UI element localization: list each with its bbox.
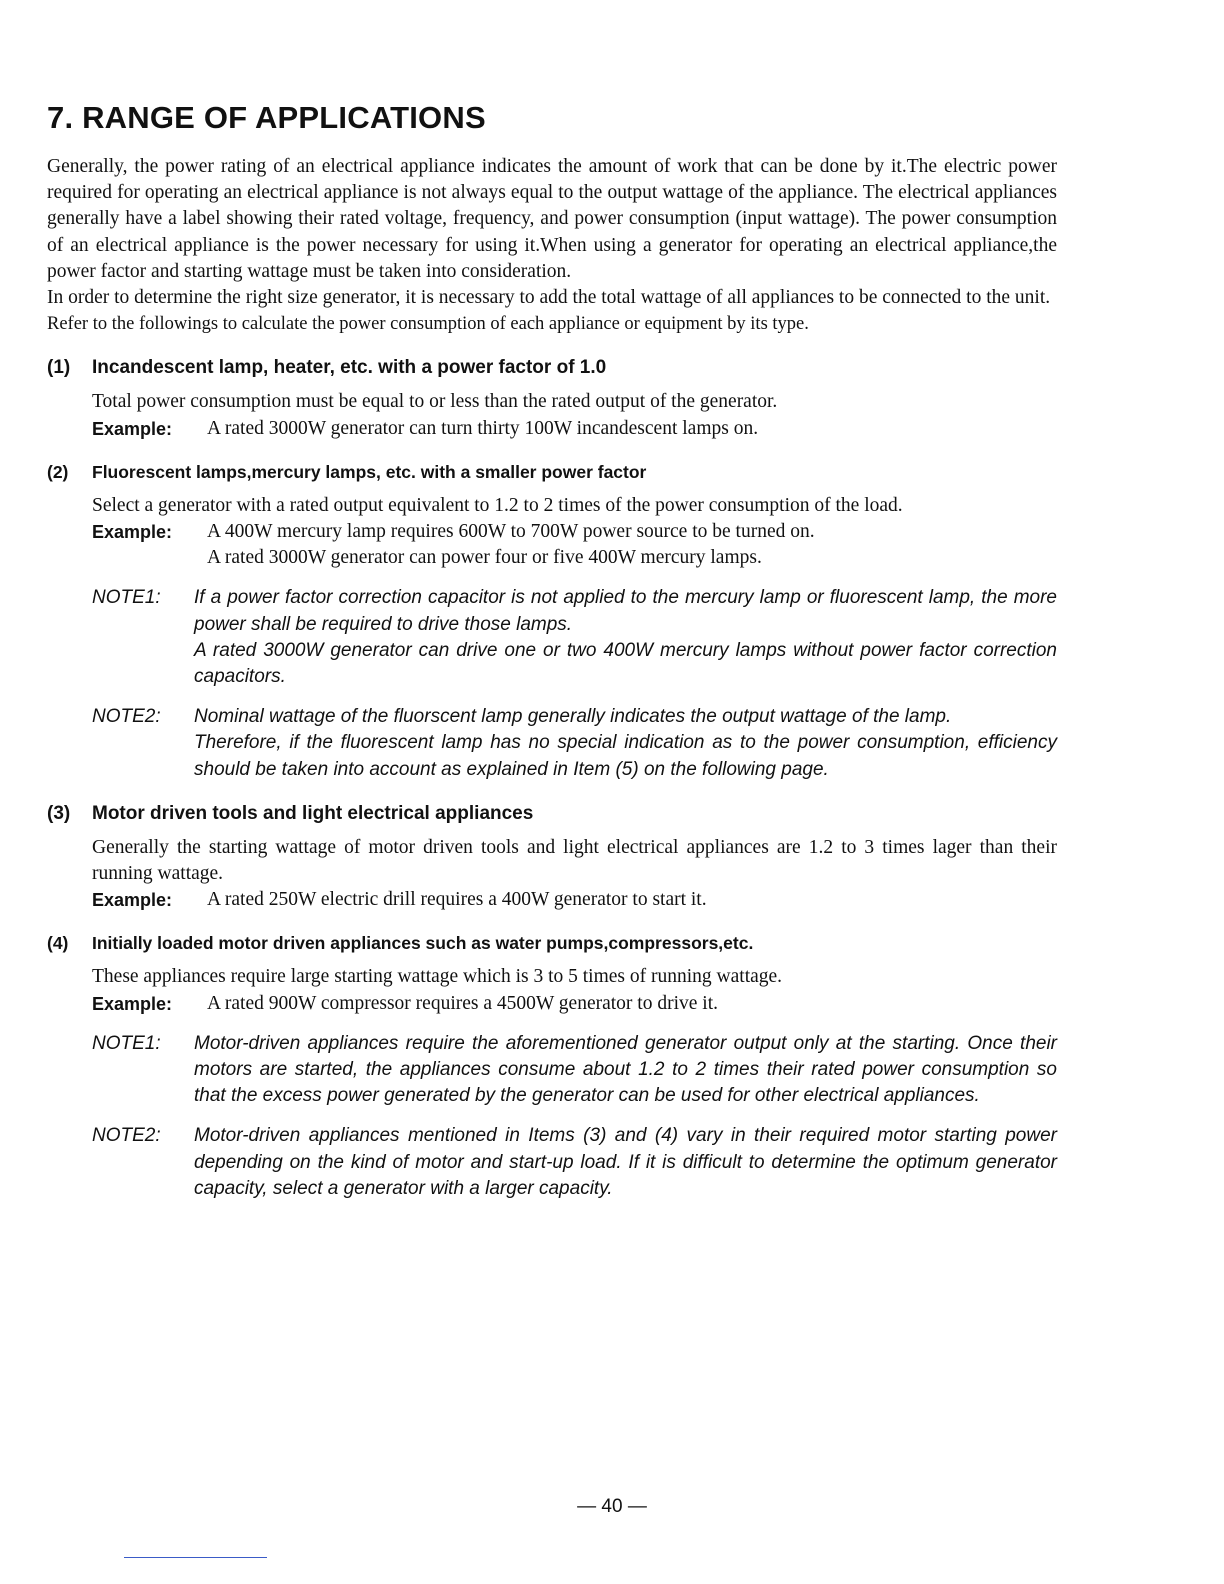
example-row — [92, 416, 1057, 442]
example-text: A rated 3000W generator can power four or five 400W mercury lamps. — [207, 547, 762, 569]
section-body: Select a generator with a rated output equivalent to 1.2 to 2 times of the power consumption of the load. — [92, 494, 903, 516]
section-body: Generally the starting wattage of motor driven tools and light electrical appliances are 1.2 to 3 times lager than their running wattage. — [92, 836, 1057, 885]
section-2 — [47, 462, 1057, 783]
section-number: (1) — [47, 357, 71, 379]
note-label: NOTE1: — [92, 1032, 161, 1054]
note-text: A rated 3000W generator can drive one or two 400W mercury lamps without power factor correction capacitors. — [194, 639, 1057, 688]
section-title: Motor driven tools and light electrical appliances — [92, 802, 534, 824]
section-heading — [47, 462, 1057, 483]
section-title: Incandescent lamp, heater, etc. with a power factor of 1.0 — [92, 357, 607, 379]
note-2 — [92, 1123, 1057, 1202]
example-label: Example: — [92, 418, 173, 439]
footer-rule — [124, 1557, 267, 1558]
section-number: (2) — [47, 461, 69, 482]
example-text: A rated 900W compressor requires a 4500W generator to drive it. — [207, 992, 718, 1014]
example-text: A rated 3000W generator can turn thirty 100W incandescent lamps on. — [207, 417, 759, 439]
page-title: 7. RANGE OF APPLICATIONS — [47, 100, 486, 135]
section-1 — [47, 357, 1057, 441]
example-text: A rated 250W electric drill requires a 400W generator to start it. — [207, 889, 707, 911]
example-label: Example: — [92, 993, 173, 1014]
example-label: Example: — [92, 890, 173, 911]
note-text: If a power factor correction capacitor is not applied to the mercury lamp or fluorescent lamp, the more power shall be required to drive those lamps. — [194, 587, 1057, 635]
note-2 — [92, 704, 1057, 783]
note-label: NOTE2: — [92, 1125, 161, 1147]
section-heading — [47, 357, 1057, 379]
note-1 — [92, 1031, 1057, 1110]
document-page — [47, 100, 1057, 1202]
page-number: — 40 — — [577, 1496, 647, 1517]
note-text: Nominal wattage of the fluorscent lamp generally indicates the output wattage of the lamp. — [194, 706, 952, 728]
section-number: (4) — [47, 933, 69, 954]
note-label: NOTE2: — [92, 706, 161, 728]
section-4 — [47, 933, 1057, 1202]
section-body: Total power consumption must be equal to or less than the rated output of the generator. — [92, 391, 778, 413]
section-title: Initially loaded motor driven appliances such as water pumps,compressors,etc. — [92, 933, 754, 954]
intro-paragraph-3: Refer to the followings to calculate the power consumption of each appliance or equipment by its type. — [47, 314, 809, 335]
example-label: Example: — [92, 522, 173, 543]
section-3 — [47, 803, 1057, 914]
example-row — [92, 887, 1057, 913]
intro-paragraph-2: In order to determine the right size generator, it is necessary to add the total wattage of all appliances to be connected to the unit. — [47, 287, 1051, 309]
section-body: These appliances require large starting wattage which is 3 to 5 times of running wattage. — [92, 966, 783, 988]
note-1 — [92, 585, 1057, 690]
example-row — [92, 519, 1057, 571]
section-number: (3) — [47, 802, 71, 824]
note-label: NOTE1: — [92, 587, 161, 609]
note-text: Motor-driven appliances require the aforementioned generator output only at the starting. Once their motors are started, the appliances consume about 1.2 to 2 times their rated power consumption so that the excess power generated by the generator can be used for other electrical appliances. — [194, 1032, 1057, 1107]
section-title: Fluorescent lamps,mercury lamps, etc. with a smaller power factor — [92, 461, 647, 482]
section-heading — [47, 803, 1057, 825]
note-text: Therefore, if the fluorescent lamp has no special indication as to the power consumption, efficiency should be taken into account as explained in Item (5) on the following page. — [194, 732, 1057, 780]
example-row — [92, 991, 1057, 1017]
section-heading — [47, 933, 1057, 954]
example-text: A 400W mercury lamp requires 600W to 700W power source to be turned on. — [207, 521, 815, 543]
note-text: Motor-driven appliances mentioned in Items (3) and (4) vary in their required motor starting power depending on the kind of motor and start-up load. If it is difficult to determine the optimum generator capacity, select a generator with a larger capacity. — [194, 1125, 1057, 1199]
intro-paragraph-1: Generally, the power rating of an electrical appliance indicates the amount of work that can be done by it.The electric power required for operating an electrical appliance is not always equal to the output wattage of the appliance. The electrical appliances generally have a label showing their rated voltage, frequency, and power consumption (input wattage). The power consumption of an electrical appliance is the power necessary for using it.When using a generator for operating an electrical appliance,the power factor and starting wattage must be taken into consideration. — [47, 156, 1057, 282]
